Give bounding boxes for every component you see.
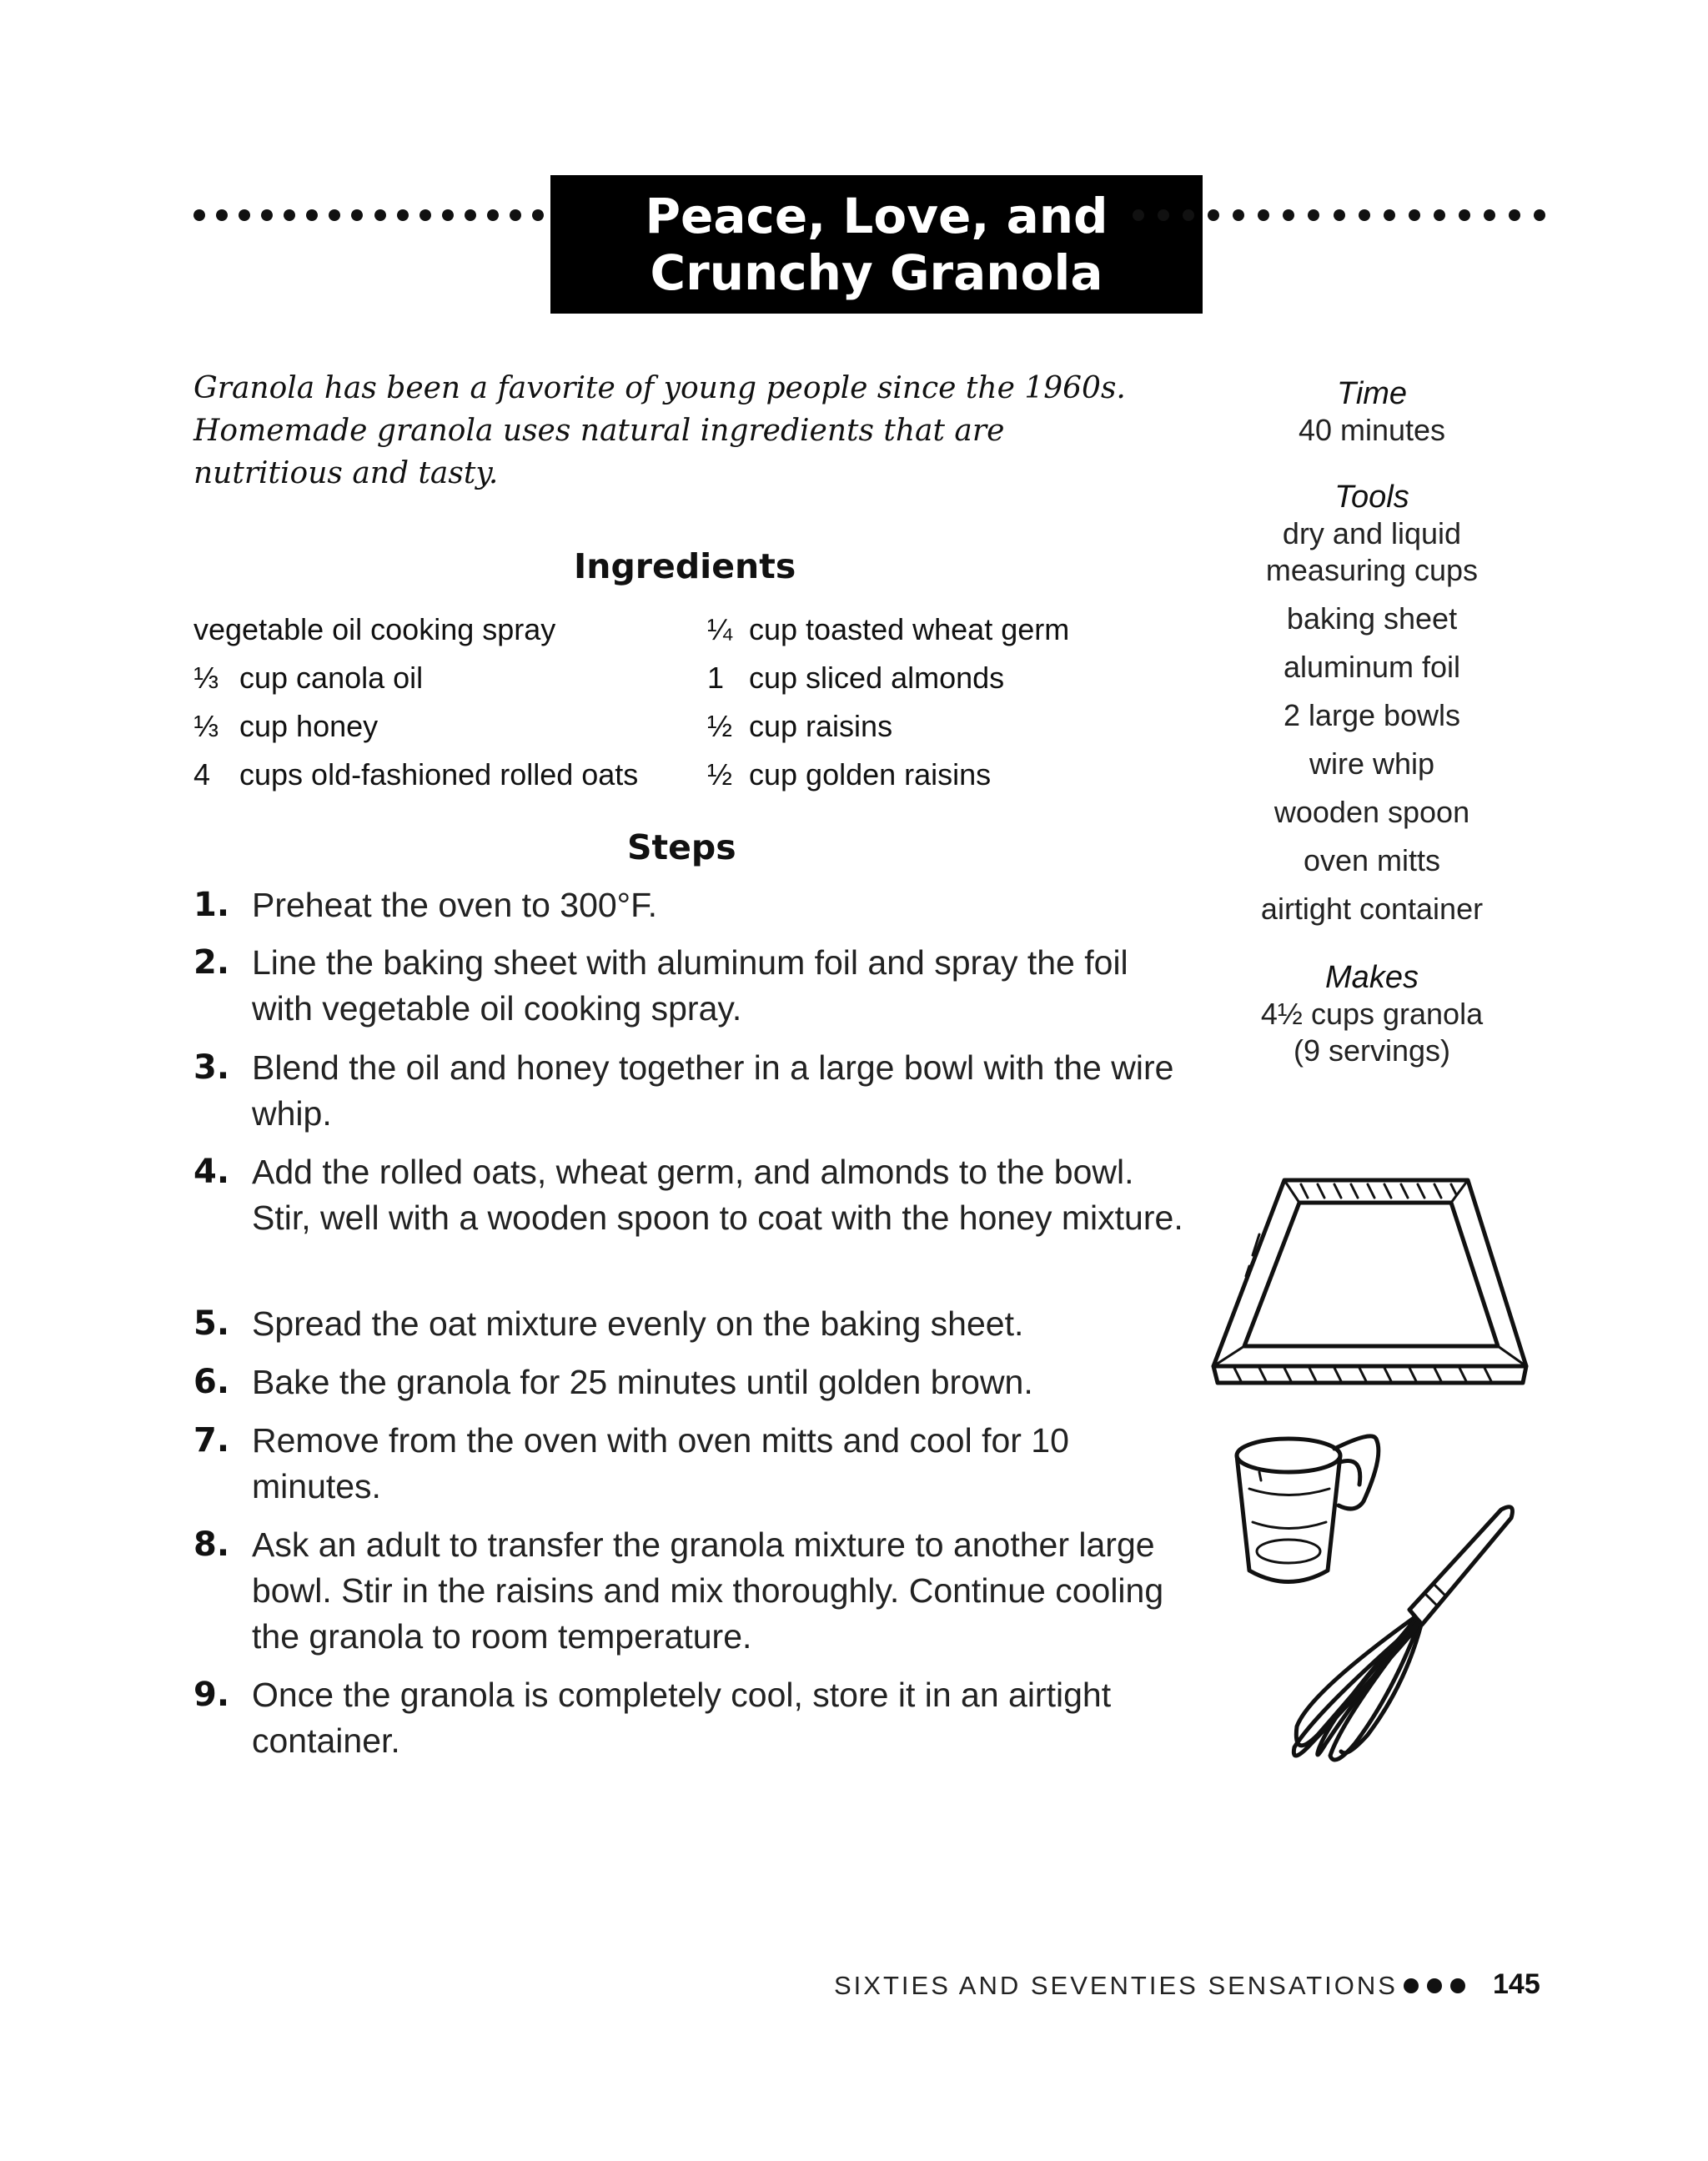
ingredient-item: ⅓ cup honey bbox=[193, 709, 379, 743]
step-text: Bake the granola for 25 minutes until golden brown. bbox=[252, 1363, 1033, 1401]
step-text: Line the baking sheet with aluminum foil and spray the foil with vegetable oil cooking spray. bbox=[252, 943, 1128, 1028]
ingredients-heading: Ingredients bbox=[574, 546, 796, 586]
tool-item: oven mitts bbox=[1303, 843, 1441, 877]
decorative-dot bbox=[1133, 209, 1144, 221]
decorative-dot bbox=[193, 209, 205, 221]
decorative-dot bbox=[1534, 209, 1545, 221]
makes-servings: (9 servings) bbox=[1293, 1033, 1451, 1068]
decorative-dot bbox=[306, 209, 318, 221]
ingredient-item: 1 cup sliced almonds bbox=[707, 661, 1005, 695]
tool-item: wire whip bbox=[1309, 746, 1435, 781]
decorative-dot bbox=[1208, 209, 1219, 221]
ingredient-item: vegetable oil cooking spray bbox=[193, 612, 556, 646]
decorative-dot bbox=[1409, 209, 1420, 221]
step-number: 3. bbox=[193, 1048, 230, 1087]
decorative-dot bbox=[216, 209, 228, 221]
decorative-dot bbox=[1258, 209, 1269, 221]
title-dots-right bbox=[1133, 209, 1545, 222]
decorative-dot bbox=[329, 209, 340, 221]
decorative-dot bbox=[397, 209, 409, 221]
decorative-dot bbox=[1308, 209, 1319, 221]
step-text: Blend the oil and honey together in a large bowl with the wire whip. bbox=[252, 1048, 1174, 1133]
step-text: Remove from the oven with oven mitts and cool for 10 minutes. bbox=[252, 1421, 1069, 1505]
step-text: Preheat the oven to 300°F. bbox=[252, 886, 657, 924]
step-number: 9. bbox=[193, 1676, 230, 1714]
ingredient-item: ½ cup raisins bbox=[707, 709, 893, 743]
title-line-2: Crunchy Granola bbox=[650, 244, 1103, 301]
steps-heading: Steps bbox=[627, 827, 736, 867]
tool-item: 2 large bowls bbox=[1283, 698, 1461, 732]
decorative-dot bbox=[1158, 209, 1169, 221]
decorative-dot bbox=[284, 209, 295, 221]
tool-item: airtight container bbox=[1260, 892, 1484, 926]
time-label: Time bbox=[1336, 376, 1408, 411]
decorative-dot bbox=[239, 209, 250, 221]
ingredient-item: 4 cups old-fashioned rolled oats bbox=[193, 757, 639, 792]
title-dots-left bbox=[193, 209, 544, 222]
decorative-dot bbox=[1384, 209, 1395, 221]
page-number: 145 bbox=[1493, 1968, 1540, 2000]
tool-item: dry and liquid measuring cups bbox=[1265, 516, 1479, 587]
decorative-dot bbox=[1459, 209, 1470, 221]
decorative-dot bbox=[1283, 209, 1294, 221]
wire-whip-icon bbox=[1268, 1493, 1518, 1777]
tools-block bbox=[1222, 479, 1522, 927]
page-title bbox=[550, 175, 1203, 314]
time-block bbox=[1222, 375, 1522, 449]
makes-block bbox=[1222, 959, 1522, 1069]
tool-item: baking sheet bbox=[1286, 601, 1458, 636]
tool-item: wooden spoon bbox=[1273, 795, 1470, 829]
decorative-dot bbox=[1359, 209, 1370, 221]
decorative-dot bbox=[442, 209, 454, 221]
step-text: Ask an adult to transfer the granola mixture to another large bowl. Stir in the raisins and mix thoroughly. Continue cooling the granola to room temperature. bbox=[252, 1525, 1164, 1656]
ingredient-item: ¼ cup toasted wheat germ bbox=[707, 612, 1070, 646]
decorative-dot bbox=[1233, 209, 1244, 221]
makes-label: Makes bbox=[1325, 960, 1419, 995]
footer-dots bbox=[1404, 1973, 1465, 1998]
decorative-dot bbox=[374, 209, 386, 221]
step-text: Spread the oat mixture evenly on the baking sheet. bbox=[252, 1304, 1024, 1343]
step-number: 8. bbox=[193, 1525, 230, 1564]
decorative-dot bbox=[1334, 209, 1345, 221]
ingredient-item: ½ cup golden raisins bbox=[707, 757, 992, 792]
makes-amount: 4½ cups granola bbox=[1260, 997, 1484, 1031]
step-number: 7. bbox=[193, 1421, 230, 1460]
step-number: 6. bbox=[193, 1363, 230, 1401]
step-number: 1. bbox=[193, 886, 230, 924]
step-number: 4. bbox=[193, 1153, 230, 1191]
decorative-dot bbox=[419, 209, 431, 221]
baking-sheet-icon bbox=[1201, 1168, 1551, 1401]
decorative-dot bbox=[465, 209, 476, 221]
decorative-dot bbox=[351, 209, 363, 221]
step-number: 2. bbox=[193, 943, 230, 982]
decorative-dot bbox=[1484, 209, 1495, 221]
decorative-dot bbox=[1434, 209, 1445, 221]
decorative-dot bbox=[1183, 209, 1194, 221]
tools-label: Tools bbox=[1334, 480, 1409, 515]
step-text: Once the granola is completely cool, store it in an airtight container. bbox=[252, 1676, 1112, 1760]
decorative-dot bbox=[1509, 209, 1520, 221]
decorative-dot bbox=[261, 209, 273, 221]
time-value: 40 minutes bbox=[1298, 413, 1446, 447]
decorative-dot bbox=[532, 209, 544, 221]
step-number: 5. bbox=[193, 1304, 230, 1343]
decorative-dot bbox=[510, 209, 521, 221]
step-text: Add the rolled oats, wheat germ, and almonds to the bowl. Stir, well with a wooden spoon to coat with the honey mixture. bbox=[252, 1153, 1183, 1237]
section-footer: SIXTIES AND SEVENTIES SENSATIONS bbox=[834, 1971, 1398, 2000]
tool-item: aluminum foil bbox=[1283, 650, 1461, 684]
intro-paragraph: Granola has been a favorite of young people since the 1960s. Homemade granola uses natural ingredients that are nutritious and tasty. bbox=[193, 371, 1126, 490]
decorative-dot bbox=[487, 209, 499, 221]
ingredient-item: ⅓ cup canola oil bbox=[193, 661, 424, 695]
title-line-1: Peace, Love, and bbox=[645, 188, 1108, 244]
